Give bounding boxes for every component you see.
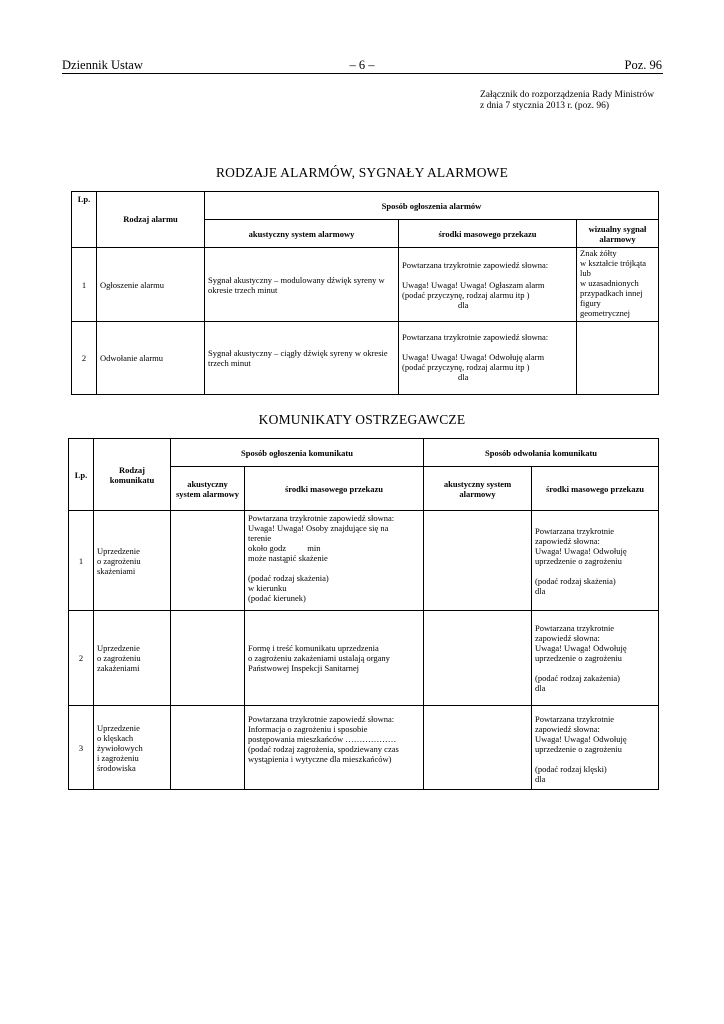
header-acoustic: akustyczny system alarmowy <box>205 220 399 248</box>
kind-line: Uprzedzenie <box>97 722 140 733</box>
kind-line: Uprzedzenie <box>97 545 140 556</box>
header-revoke-acoustic: akustyczny system alarmowy <box>424 467 532 511</box>
media-line: dla <box>458 300 469 310</box>
row-visual <box>577 248 659 322</box>
alarm-types-title: RODZAJE ALARMÓW, SYGNAŁY ALARMOWE <box>215 165 509 180</box>
kind-line: żywiołowych <box>97 742 143 753</box>
media-line: Powtarzana trzykrotnie zapowiedź słowna: <box>402 260 549 270</box>
announce-line: (podać rodzaj skażenia) <box>248 573 329 583</box>
announce-line: Powtarzana trzykrotnie zapowiedź słowna: <box>248 714 395 724</box>
media-line: Powtarzana trzykrotnie zapowiedź słowna: <box>402 332 549 342</box>
row-lp: 3 <box>69 706 94 790</box>
header-announce-acoustic: akustyczny system alarmowy <box>171 467 245 511</box>
revoke-line: Uwaga! Uwaga! Odwołuję <box>535 643 627 653</box>
row-alarm-kind: Odwołanie alarmu <box>97 322 205 395</box>
kind-line: o zagrożeniu <box>97 653 141 663</box>
row-message-kind <box>94 706 171 790</box>
visual-line: geometrycznej <box>580 308 631 318</box>
revoke-line: uprzedzenie o zagrożeniu <box>535 653 622 663</box>
position-number: Poz. 96 <box>624 58 662 72</box>
header-rule <box>62 73 663 74</box>
row-lp: 1 <box>69 511 94 611</box>
media-line: Uwaga! Uwaga! Uwaga! Ogłaszam alarm <box>402 280 545 290</box>
announce-line: o zagrożeniu zakażeniami ustalają organy <box>248 653 390 663</box>
row-lp: 2 <box>72 322 97 395</box>
row-visual <box>577 322 659 395</box>
kind-line: zakażeniami <box>97 663 140 673</box>
media-line: dla <box>458 372 469 382</box>
media-line: (podać przyczynę, rodzaj alarmu itp ) <box>402 290 530 300</box>
row-media <box>399 322 577 395</box>
announce-line: Uwaga! Uwaga! Osoby znajdujące się na <box>248 523 389 533</box>
announce-line: może nastąpić skażenie <box>248 553 328 563</box>
revoke-line: dla <box>535 774 546 784</box>
alarm-types-table <box>71 191 659 395</box>
kind-line: i zagrożeniu <box>97 752 139 763</box>
row-acoustic: Sygnał akustyczny – ciągły dźwięk syreny w okresie trzech minut <box>205 322 399 395</box>
row-announce-acoustic <box>171 706 245 790</box>
header-announce-media: środki masowego przekazu <box>245 467 424 511</box>
warning-messages-title: KOMUNIKATY OSTRZEGAWCZE <box>258 412 466 427</box>
row-revoke-acoustic <box>424 511 532 611</box>
header-lp: Lp. <box>69 439 94 511</box>
revoke-line: Uwaga! Uwaga! Odwołuję <box>535 734 627 744</box>
announce-line: terenie <box>248 533 272 543</box>
table-row <box>69 511 659 611</box>
row-announce-media <box>245 706 424 790</box>
row-acoustic: Sygnał akustyczny – modulowany dźwięk syreny w okresie trzech minut <box>205 248 399 322</box>
revoke-line: Powtarzana trzykrotnie <box>535 714 615 724</box>
row-revoke-acoustic <box>424 611 532 706</box>
media-line: (podać przyczynę, rodzaj alarmu itp ) <box>402 362 530 372</box>
row-revoke-media <box>532 511 659 611</box>
journal-name: Dziennik Ustaw <box>62 58 143 72</box>
warning-messages-table <box>68 438 659 790</box>
header-alarm-method: Sposób ogłoszenia alarmów <box>205 192 659 220</box>
table-row <box>69 706 659 790</box>
row-announce-acoustic <box>171 511 245 611</box>
kind-line: środowiska <box>97 762 136 773</box>
announce-line: (podać kierunek) <box>248 593 306 603</box>
revoke-line: dla <box>535 683 546 693</box>
revoke-line: uprzedzenie o zagrożeniu <box>535 744 622 754</box>
visual-line: Znak żółty <box>580 248 617 258</box>
revoke-line: (podać rodzaj zakażenia) <box>535 673 620 683</box>
header-media: środki masowego przekazu <box>399 220 577 248</box>
media-line: Uwaga! Uwaga! Uwaga! Odwołuję alarm <box>402 352 545 362</box>
page-number: – 6 – <box>349 58 375 72</box>
row-message-kind <box>94 611 171 706</box>
announce-line: Informacja o zagrożeniu i sposobie <box>248 724 368 734</box>
row-announce-media <box>245 611 424 706</box>
revoke-line: (podać rodzaj skażenia) <box>535 575 616 586</box>
row-announce-media <box>245 511 424 611</box>
header-revoke-media: środki masowego przekazu <box>532 467 659 511</box>
revoke-line: Powtarzana trzykrotnie <box>535 525 615 536</box>
row-lp: 1 <box>72 248 97 322</box>
announce-line: Państwowej Inspekcji Sanitarnej <box>248 663 359 673</box>
visual-line: lub <box>580 268 591 278</box>
row-revoke-acoustic <box>424 706 532 790</box>
row-revoke-media <box>532 706 659 790</box>
row-announce-acoustic <box>171 611 245 706</box>
announce-line: (podać rodzaj zagrożenia, spodziewany czas <box>248 744 399 754</box>
header-visual: wizualny sygnał alarmowy <box>577 220 659 248</box>
visual-line: w uzasadnionych <box>580 278 639 288</box>
header-alarm-kind: Rodzaj alarmu <box>97 192 205 248</box>
table-row <box>69 611 659 706</box>
header-lp: Lp. <box>72 192 97 248</box>
revoke-line: Uwaga! Uwaga! Odwołuję <box>535 545 627 556</box>
revoke-line: zapowiedź słowna: <box>535 724 600 734</box>
kind-line: o klęskach <box>97 732 134 743</box>
visual-line: w kształcie trójkąta <box>580 258 647 268</box>
revoke-line: (podać rodzaj klęski) <box>535 764 607 774</box>
announce-line: w kierunku <box>248 583 287 593</box>
header-announce-method: Sposób ogłoszenia komunikatu <box>171 439 424 467</box>
row-message-kind <box>94 511 171 611</box>
annex-line-1: Załącznik do rozporządzenia Rady Ministrów <box>480 90 655 100</box>
row-revoke-media <box>532 611 659 706</box>
row-media <box>399 248 577 322</box>
revoke-line: zapowiedź słowna: <box>535 535 600 546</box>
kind-line: skażeniami <box>97 565 136 576</box>
row-lp: 2 <box>69 611 94 706</box>
revoke-line: Powtarzana trzykrotnie <box>535 623 615 633</box>
revoke-line: dla <box>535 585 546 596</box>
revoke-line: uprzedzenie o zagrożeniu <box>535 555 622 566</box>
revoke-line: zapowiedź słowna: <box>535 633 600 643</box>
kind-line: o zagrożeniu <box>97 555 141 566</box>
table-row <box>72 248 659 322</box>
kind-line: Uprzedzenie <box>97 643 140 653</box>
table-row <box>72 322 659 395</box>
announce-line: około godz min <box>248 543 321 553</box>
annex-line-2: z dnia 7 stycznia 2013 r. (poz. 96) <box>480 101 610 111</box>
announce-line: Powtarzana trzykrotnie zapowiedź słowna: <box>248 513 395 523</box>
announce-line: wystąpienia i wytyczne dla mieszkańców) <box>248 754 392 764</box>
announce-line: postępowania mieszkańców ……………… <box>248 734 397 744</box>
visual-line: przypadkach innej <box>580 288 643 298</box>
visual-line: figury <box>580 298 601 308</box>
header-message-kind: Rodzaj komunikatu <box>94 439 171 511</box>
row-alarm-kind: Ogłoszenie alarmu <box>97 248 205 322</box>
announce-line: Formę i treść komunikatu uprzedzenia <box>248 643 379 653</box>
header-revoke-method: Sposób odwołania komunikatu <box>424 439 659 467</box>
